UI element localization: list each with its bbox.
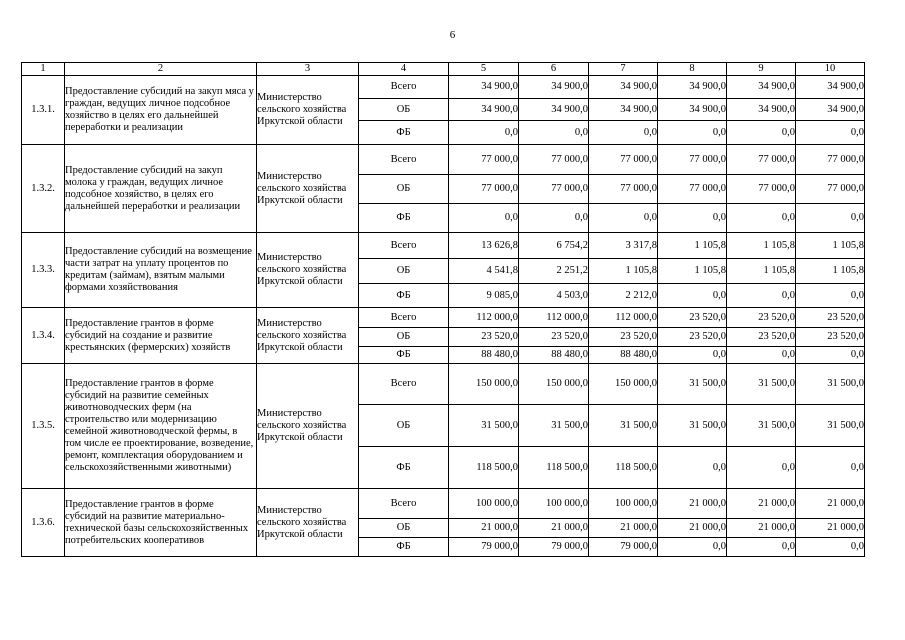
amount-cell: 79 000,0 [449,538,519,557]
measure-name: Предоставление субсидий на закуп молока у граждан, ведущих личное подсобное хозяйство, в целях его дальнейшей переработки и реализации [65,145,257,233]
amount-cell: 100 000,0 [589,489,658,519]
amount-cell: 34 900,0 [449,76,519,99]
amount-cell: 79 000,0 [519,538,589,557]
funding-source: ОБ [359,328,449,347]
responsible-executor: Министерство сельского хозяйства Иркутской области [257,489,359,557]
amount-cell: 0,0 [796,538,865,557]
amount-cell: 77 000,0 [796,175,865,204]
measure-name: Предоставление грантов в форме субсидий на создание и развитие крестьянских (фермерских) хозяйств [65,308,257,364]
amount-cell: 23 520,0 [727,328,796,347]
amount-cell: 31 500,0 [658,364,727,405]
amount-cell: 77 000,0 [589,145,658,175]
table-row [22,76,865,99]
amount-cell: 118 500,0 [449,447,519,489]
amount-cell: 31 500,0 [796,405,865,447]
column-header: 3 [257,63,359,76]
amount-cell: 0,0 [727,447,796,489]
amount-cell: 0,0 [796,284,865,308]
amount-cell: 34 900,0 [519,76,589,99]
amount-cell: 31 500,0 [658,405,727,447]
column-header: 10 [796,63,865,76]
amount-cell: 0,0 [519,121,589,145]
funding-source: Всего [359,308,449,328]
table-row [22,489,865,519]
responsible-executor: Министерство сельского хозяйства Иркутской области [257,364,359,489]
amount-cell: 0,0 [796,447,865,489]
amount-cell: 23 520,0 [658,328,727,347]
amount-cell: 1 105,8 [727,259,796,284]
amount-cell: 1 105,8 [727,233,796,259]
amount-cell: 23 520,0 [589,328,658,347]
table-row [22,145,865,175]
amount-cell: 9 085,0 [449,284,519,308]
amount-cell: 34 900,0 [658,76,727,99]
amount-cell: 21 000,0 [519,519,589,538]
amount-cell: 88 480,0 [449,347,519,364]
amount-cell: 31 500,0 [727,364,796,405]
amount-cell: 0,0 [727,538,796,557]
column-header: 6 [519,63,589,76]
measure-name: Предоставление грантов в форме субсидий на развитие материально-технической базы сельскохозяйственных потребительских кооперативов [65,489,257,557]
amount-cell: 21 000,0 [796,489,865,519]
amount-cell: 0,0 [449,204,519,233]
amount-cell: 34 900,0 [727,99,796,121]
amount-cell: 0,0 [519,204,589,233]
funding-source: Всего [359,233,449,259]
column-header: 1 [22,63,65,76]
measure-name: Предоставление грантов в форме субсидий на развитие семейных животноводческих ферм (на строительство или модернизацию семейной животноводческой фермы, в том числе ее проектирование, возведение, ремонт, комплектация оборудованием и сельскохозяйственными животными) [65,364,257,489]
responsible-executor: Министерство сельского хозяйства Иркутской области [257,308,359,364]
column-header: 8 [658,63,727,76]
amount-cell: 0,0 [727,204,796,233]
funding-source: ФБ [359,284,449,308]
amount-cell: 150 000,0 [589,364,658,405]
amount-cell: 13 626,8 [449,233,519,259]
amount-cell: 88 480,0 [589,347,658,364]
amount-cell: 1 105,8 [589,259,658,284]
amount-cell: 0,0 [796,204,865,233]
amount-cell: 77 000,0 [449,145,519,175]
amount-cell: 34 900,0 [589,76,658,99]
responsible-executor: Министерство сельского хозяйства Иркутской области [257,233,359,308]
funding-source: ОБ [359,259,449,284]
amount-cell: 21 000,0 [589,519,658,538]
header-row [22,63,865,76]
amount-cell: 0,0 [796,347,865,364]
amount-cell: 77 000,0 [519,175,589,204]
funding-source: ФБ [359,347,449,364]
amount-cell: 4 503,0 [519,284,589,308]
amount-cell: 77 000,0 [727,175,796,204]
row-number: 1.3.4. [22,308,65,364]
amount-cell: 31 500,0 [727,405,796,447]
row-number: 1.3.2. [22,145,65,233]
amount-cell: 31 500,0 [449,405,519,447]
page-number: 6 [449,29,456,41]
amount-cell: 77 000,0 [727,145,796,175]
funding-source: ФБ [359,121,449,145]
amount-cell: 21 000,0 [796,519,865,538]
amount-cell: 21 000,0 [658,519,727,538]
amount-cell: 31 500,0 [519,405,589,447]
amount-cell: 34 900,0 [589,99,658,121]
measure-name: Предоставление субсидий на возмещение части затрат на уплату процентов по кредитам (займам), взятым малыми формами хозяйствования [65,233,257,308]
table-row [22,308,865,328]
amount-cell: 2 251,2 [519,259,589,284]
amount-cell: 0,0 [796,121,865,145]
funding-source: ОБ [359,519,449,538]
amount-cell: 34 900,0 [796,99,865,121]
amount-cell: 0,0 [658,204,727,233]
table-row [22,364,865,405]
amount-cell: 23 520,0 [449,328,519,347]
amount-cell: 100 000,0 [449,489,519,519]
funding-source: Всего [359,145,449,175]
amount-cell: 77 000,0 [796,145,865,175]
responsible-executor: Министерство сельского хозяйства Иркутской области [257,76,359,145]
row-number: 1.3.5. [22,364,65,489]
amount-cell: 0,0 [658,284,727,308]
amount-cell: 34 900,0 [449,99,519,121]
column-header: 4 [359,63,449,76]
amount-cell: 31 500,0 [796,364,865,405]
amount-cell: 21 000,0 [727,519,796,538]
amount-cell: 0,0 [727,347,796,364]
amount-cell: 23 520,0 [796,308,865,328]
funding-source: ФБ [359,204,449,233]
funding-source: Всего [359,364,449,405]
amount-cell: 23 520,0 [658,308,727,328]
amount-cell: 3 317,8 [589,233,658,259]
amount-cell: 112 000,0 [589,308,658,328]
amount-cell: 1 105,8 [658,259,727,284]
amount-cell: 0,0 [727,121,796,145]
amount-cell: 34 900,0 [519,99,589,121]
amount-cell: 77 000,0 [519,145,589,175]
table-row [22,233,865,259]
amount-cell: 0,0 [658,121,727,145]
amount-cell: 0,0 [727,284,796,308]
column-header: 7 [589,63,658,76]
amount-cell: 1 105,8 [796,259,865,284]
column-header: 9 [727,63,796,76]
row-number: 1.3.6. [22,489,65,557]
measure-name: Предоставление субсидий на закуп мяса у граждан, ведущих личное подсобное хозяйство в целях его дальнейшей переработки и реализации [65,76,257,145]
funding-source: Всего [359,76,449,99]
amount-cell: 23 520,0 [727,308,796,328]
amount-cell: 88 480,0 [519,347,589,364]
amount-cell: 34 900,0 [658,99,727,121]
amount-cell: 0,0 [449,121,519,145]
amount-cell: 21 000,0 [449,519,519,538]
amount-cell: 2 212,0 [589,284,658,308]
amount-cell: 100 000,0 [519,489,589,519]
amount-cell: 112 000,0 [449,308,519,328]
budget-table [21,62,865,557]
amount-cell: 112 000,0 [519,308,589,328]
responsible-executor: Министерство сельского хозяйства Иркутской области [257,145,359,233]
amount-cell: 77 000,0 [589,175,658,204]
amount-cell: 77 000,0 [658,145,727,175]
amount-cell: 118 500,0 [589,447,658,489]
amount-cell: 150 000,0 [449,364,519,405]
amount-cell: 0,0 [658,347,727,364]
amount-cell: 150 000,0 [519,364,589,405]
amount-cell: 21 000,0 [727,489,796,519]
amount-cell: 0,0 [658,447,727,489]
amount-cell: 0,0 [589,204,658,233]
column-header: 5 [449,63,519,76]
amount-cell: 118 500,0 [519,447,589,489]
amount-cell: 79 000,0 [589,538,658,557]
amount-cell: 21 000,0 [658,489,727,519]
amount-cell: 0,0 [658,538,727,557]
column-header: 2 [65,63,257,76]
amount-cell: 31 500,0 [589,405,658,447]
funding-source: ОБ [359,405,449,447]
funding-source: ФБ [359,447,449,489]
funding-source: ФБ [359,538,449,557]
amount-cell: 4 541,8 [449,259,519,284]
amount-cell: 6 754,2 [519,233,589,259]
funding-source: ОБ [359,99,449,121]
row-number: 1.3.3. [22,233,65,308]
amount-cell: 34 900,0 [796,76,865,99]
amount-cell: 23 520,0 [519,328,589,347]
amount-cell: 23 520,0 [796,328,865,347]
amount-cell: 77 000,0 [449,175,519,204]
amount-cell: 1 105,8 [796,233,865,259]
amount-cell: 77 000,0 [658,175,727,204]
funding-source: ОБ [359,175,449,204]
amount-cell: 1 105,8 [658,233,727,259]
funding-source: Всего [359,489,449,519]
amount-cell: 34 900,0 [727,76,796,99]
amount-cell: 0,0 [589,121,658,145]
row-number: 1.3.1. [22,76,65,145]
